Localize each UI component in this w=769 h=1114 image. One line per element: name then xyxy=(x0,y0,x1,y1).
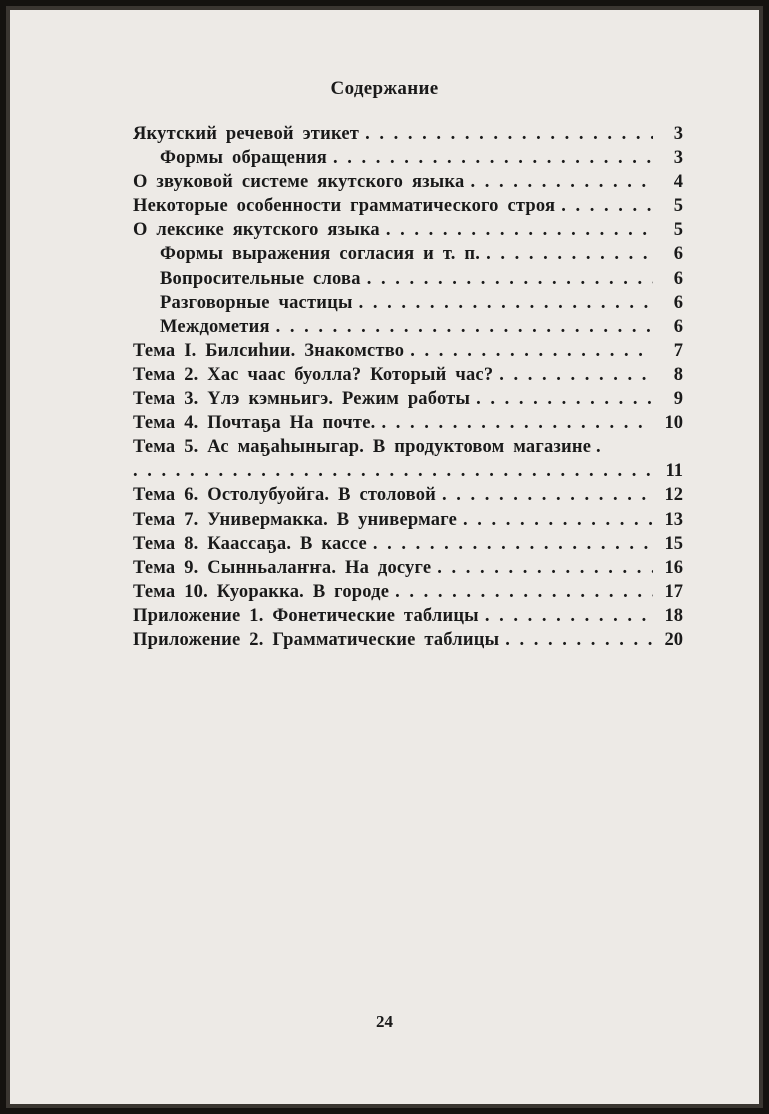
toc-entry-text: Приложение 1. Фонетические таблицы xyxy=(133,605,479,626)
toc-entry-text: Разговорные частицы xyxy=(160,292,353,313)
leader-dots xyxy=(505,628,653,652)
toc-entry-page: 16 xyxy=(664,557,683,578)
toc-entry-text: Формы выражения согласия и т. п. xyxy=(160,244,481,265)
toc-entry-page: 6 xyxy=(673,316,683,337)
toc-entry-page: 4 xyxy=(673,172,683,193)
toc-entry-page: 20 xyxy=(664,629,683,650)
leader-dots xyxy=(395,580,653,604)
toc-entry xyxy=(133,363,683,387)
toc-entry-continuation xyxy=(133,459,683,483)
leader-dots xyxy=(442,483,653,507)
toc-entry xyxy=(133,218,683,242)
toc-entry-text: Междометия xyxy=(160,316,270,337)
toc-entry-page: 9 xyxy=(673,389,683,410)
leader-dots xyxy=(561,194,653,218)
toc-entry-text: Тема I. Билсиhии. Знакомство xyxy=(133,340,405,361)
toc-entry-page: 10 xyxy=(664,413,683,434)
toc-entry xyxy=(133,411,683,435)
toc-entry-page: 6 xyxy=(673,292,683,313)
toc-entry xyxy=(133,435,683,459)
toc-entry-text: О лексике якутского языка xyxy=(133,220,380,241)
toc-entry-page: 5 xyxy=(673,196,683,217)
leader-dots xyxy=(485,604,653,628)
toc-entry-text: Некоторые особенности грамматического строя xyxy=(133,196,556,217)
toc-entry xyxy=(133,291,683,315)
leader-dots xyxy=(373,532,653,556)
leader-dots xyxy=(470,170,653,194)
leader-dots xyxy=(486,242,653,266)
leader-dots xyxy=(499,363,653,387)
toc-entry xyxy=(133,315,683,339)
leader-dots xyxy=(333,146,653,170)
toc-entry-page: 6 xyxy=(673,268,683,289)
toc-entry-page: 12 xyxy=(664,485,683,506)
toc-entry xyxy=(133,387,683,411)
toc-entry-text: Тема 3. Үлэ кэмньигэ. Режим работы xyxy=(133,389,471,410)
leader-dots xyxy=(410,339,653,363)
toc-entry-text: О звуковой системе якутского языка xyxy=(133,172,465,193)
toc-entry-page: 3 xyxy=(673,148,683,169)
toc-entry-text: Тема 4. Почтаҕа На почте. xyxy=(133,413,376,434)
table-of-contents xyxy=(133,122,683,652)
toc-entry xyxy=(133,267,683,291)
toc-title: Содержание xyxy=(330,78,439,99)
toc-entry-page: 15 xyxy=(664,533,683,554)
leader-dots xyxy=(381,411,653,435)
toc-entry xyxy=(133,508,683,532)
leader-dots xyxy=(365,122,653,146)
toc-entry-page: 11 xyxy=(665,461,683,482)
toc-entry xyxy=(133,580,683,604)
toc-entry xyxy=(133,556,683,580)
toc-entry xyxy=(133,628,683,652)
leader-dots xyxy=(276,315,653,339)
toc-entry xyxy=(133,194,683,218)
toc-entry-page: 7 xyxy=(673,340,683,361)
toc-entry-text: Тема 8. Каассаҕа. В кассе xyxy=(133,533,367,554)
toc-entry-text: Тема 2. Хас чаас буолла? Который час? xyxy=(133,364,494,385)
leader-dots xyxy=(359,291,653,315)
leader-dots xyxy=(367,267,653,291)
toc-entry-text: Вопросительные слова xyxy=(160,268,361,289)
leader-dots xyxy=(463,508,653,532)
toc-entry xyxy=(133,339,683,363)
leader-dots xyxy=(133,459,653,483)
toc-entry-text: Тема 5. Ас маҕаhыныгар. В продуктовом магазине . xyxy=(133,435,601,459)
leader-dots xyxy=(476,387,653,411)
toc-entry xyxy=(133,604,683,628)
toc-entry-page: 18 xyxy=(664,605,683,626)
toc-entry-page: 8 xyxy=(673,364,683,385)
toc-entry-text: Приложение 2. Грамматические таблицы xyxy=(133,629,500,650)
toc-entry xyxy=(133,242,683,266)
toc-entry-text: Тема 9. Сынньалаҥҥа. На досуге xyxy=(133,557,432,578)
toc-entry-page: 5 xyxy=(673,220,683,241)
toc-entry-page: 6 xyxy=(673,244,683,265)
toc-entry xyxy=(133,122,683,146)
toc-entry xyxy=(133,483,683,507)
toc-entry-text: Формы обращения xyxy=(160,148,328,169)
toc-entry-page: 13 xyxy=(664,509,683,530)
toc-entry-text: Тема 7. Универмакка. В универмаге xyxy=(133,509,457,530)
toc-entry-page: 3 xyxy=(673,124,683,144)
toc-entry-text: Якутский речевой этикет xyxy=(133,124,360,144)
toc-entry xyxy=(133,146,683,170)
leader-dots xyxy=(437,556,653,580)
leader-dots xyxy=(386,218,653,242)
toc-entry-page: 17 xyxy=(664,581,683,602)
toc-entry xyxy=(133,170,683,194)
toc-entry xyxy=(133,532,683,556)
toc-entry-text: Тема 10. Куоракка. В городе xyxy=(133,581,390,602)
toc-entry-text: Тема 6. Остолубуойга. В столовой xyxy=(133,485,437,506)
page-number: 24 xyxy=(376,1012,393,1031)
